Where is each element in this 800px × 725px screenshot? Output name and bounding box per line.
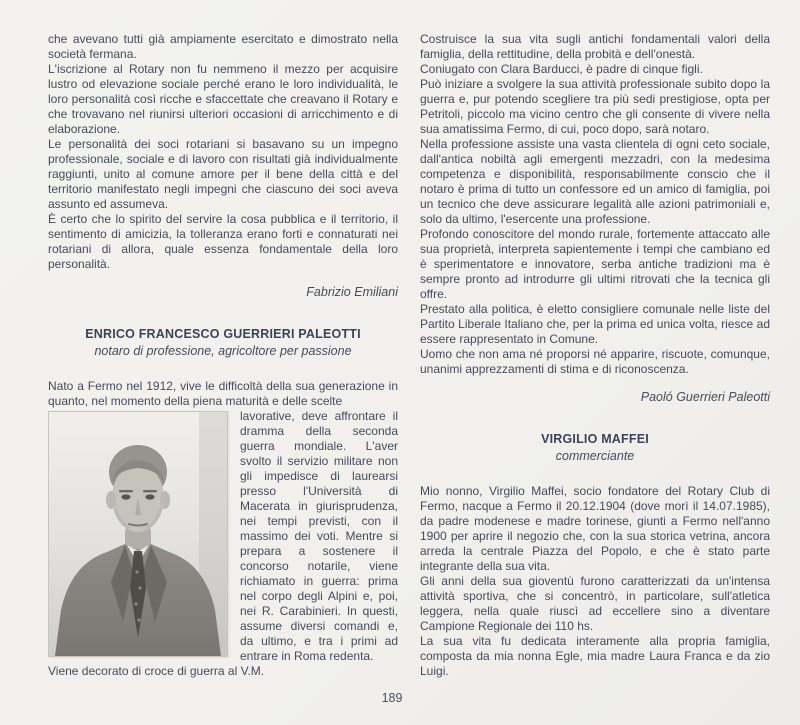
two-column-layout bbox=[48, 32, 770, 679]
page-number: 189 bbox=[381, 691, 403, 705]
paragraph: Prestato alla politica, è eletto consigliere comunale nelle liste del Partito Liberale Italiano che, per la prima ed unica volta, riesce ad essere rappresentato in Comune. bbox=[420, 302, 770, 346]
right-column bbox=[420, 32, 770, 679]
paragraph: La sua vita fu dedicata interamente alla propria famiglia, composta da mia nonna Egle, mia madre Laura Franca e da zio Luigi. bbox=[420, 634, 770, 678]
section-subtitle-maffei: commerciante bbox=[555, 449, 635, 463]
paragraph: È certo che lo spirito del servire la cosa pubblica e il territorio, il sentimento di amicizia, la tolleranza erano forti e connaturati nei rotariani di allora, quale essenza fondamentale della loro personalità. bbox=[48, 212, 398, 271]
paragraph: Nato a Fermo nel 1912, vive le difficoltà della sua generazione in quanto, nel momento della piena maturità e delle scelte bbox=[48, 379, 398, 408]
paragraph: Le personalità dei soci rotariani si basavano su un impegno professionale, sociale e di lavoro con risultati già individualmente raggiunti, unito al comune amore per il bene della città e del territorio manifestato negli impegni che ciascuno dei soci aveva assunto ed assumeva. bbox=[48, 137, 398, 211]
biography-maffei bbox=[420, 484, 770, 679]
section-subtitle-guerrieri-paleotti: notaro di professione, agricoltore per passione bbox=[94, 344, 352, 358]
paragraph: che avevano tutti già ampiamente esercitato e dimostrato nella società fermana. bbox=[48, 32, 398, 61]
paragraph: L'iscrizione al Rotary non fu nemmeno il mezzo per acquisire lustro od elevazione sociale perché erano le loro individualità, le loro personalità così ricche e sfaccettate che creavano il Rotary e che trovavano nel riunirsi ulteriori occasioni di arricchimento e di elaborazione. bbox=[48, 62, 398, 136]
paragraph: Mio nonno, Virgilio Maffei, socio fondatore del Rotary Club di Fermo, nacque a Fermo il 20.12.1904 (dove morì il 14.07.1985), da padre modenese e madre torinese, giunti a Fermo nell'anno 1900 per aprire il negozio che, con la sua storica vetrina, ancora arreda la centrale Piazza del Popolo, e che è stato parte integrante della sua vita. bbox=[420, 484, 770, 573]
paragraph: Profondo conoscitore del mondo rurale, fortemente attaccato alle sua proprietà, interpreta sapientemente i tempi che cambiano ed è sperimentatore e innovatore, serba antiche tradizioni ma è sempre pronto ad introdurre gli ultimi ritrovati che la tecnica gli offre. bbox=[420, 227, 770, 301]
paragraph: Coniugato con Clara Barducci, è padre di cinque figli. bbox=[420, 62, 703, 76]
paragraph: Viene decorato di croce di guerra al V.M. bbox=[48, 664, 265, 678]
portrait-photo bbox=[48, 411, 228, 657]
biography-guerrieri-paleotti bbox=[48, 379, 398, 679]
paragraph: Uomo che non ama né proporsi né apparire, riscuote, comunque, unanimi apprezzamenti di stima e di riconoscenza. bbox=[420, 347, 770, 376]
left-column bbox=[48, 32, 398, 679]
paragraph: Gli anni della sua gioventù furono caratterizzati da un'intensa attività sportiva, che si concentrò, in particolare, sull'atletica leggera, nella quale riuscì ad eccellere sino a diventare Campione Regionale dei 110 hs. bbox=[420, 574, 770, 633]
paragraph: Nella professione assiste una vasta clientela di ogni ceto sociale, dall'antica nobiltà agli emergenti mezzadri, con la medesima competenza e disponibilità, responsabilmente conscio che il notaro è prima di tutto un confessore ed un amico di famiglia, poi un tecnico che deve assicurare legalità alle azioni patrimoniali e, solo da ultimo, l'esercente una professione. bbox=[420, 137, 770, 226]
man-portrait-illustration bbox=[49, 412, 227, 656]
paragraph: Può iniziare a svolgere la sua attività professionale subito dopo la guerra e, pur potendo scegliere tra più sedi prestigiose, opta per Petritoli, piccolo ma vicino centro che gli consente di vivere nella sua amatissima Fermo, di cui, poco dopo, sarà notaro. bbox=[420, 77, 770, 136]
paragraph: lavorative, deve affrontare il dramma della seconda guerra mondiale. L'aver svolto il servizio militare non gli impedisce di laurearsi presso l'Università di Macerata in giurisprudenza, nei tempi previsti, con il massimo dei voti. Mentre si prepara a sostenere il concorso notarile, viene richiamato in guerra: prima nel corpo degli Alpini e, poi, nei R. Carabinieri. In questi, assume diversi comandi e, da ultimo, e tra i primi ad entrare in Roma redenta. bbox=[240, 409, 398, 663]
section-title-maffei: VIRGILIO MAFFEI bbox=[541, 432, 649, 446]
section-title-guerrieri-paleotti: ENRICO FRANCESCO GUERRIERI PALEOTTI bbox=[85, 327, 361, 341]
paragraph: Costruisce la sua vita sugli antichi fondamentali valori della famiglia, della rettitudine, della probità e dell'onestà. bbox=[420, 32, 770, 61]
author-signature-emiliani: Fabrizio Emiliani bbox=[306, 285, 398, 299]
author-signature-guerrieri-paleotti: Paoló Guerrieri Paleotti bbox=[640, 390, 770, 404]
